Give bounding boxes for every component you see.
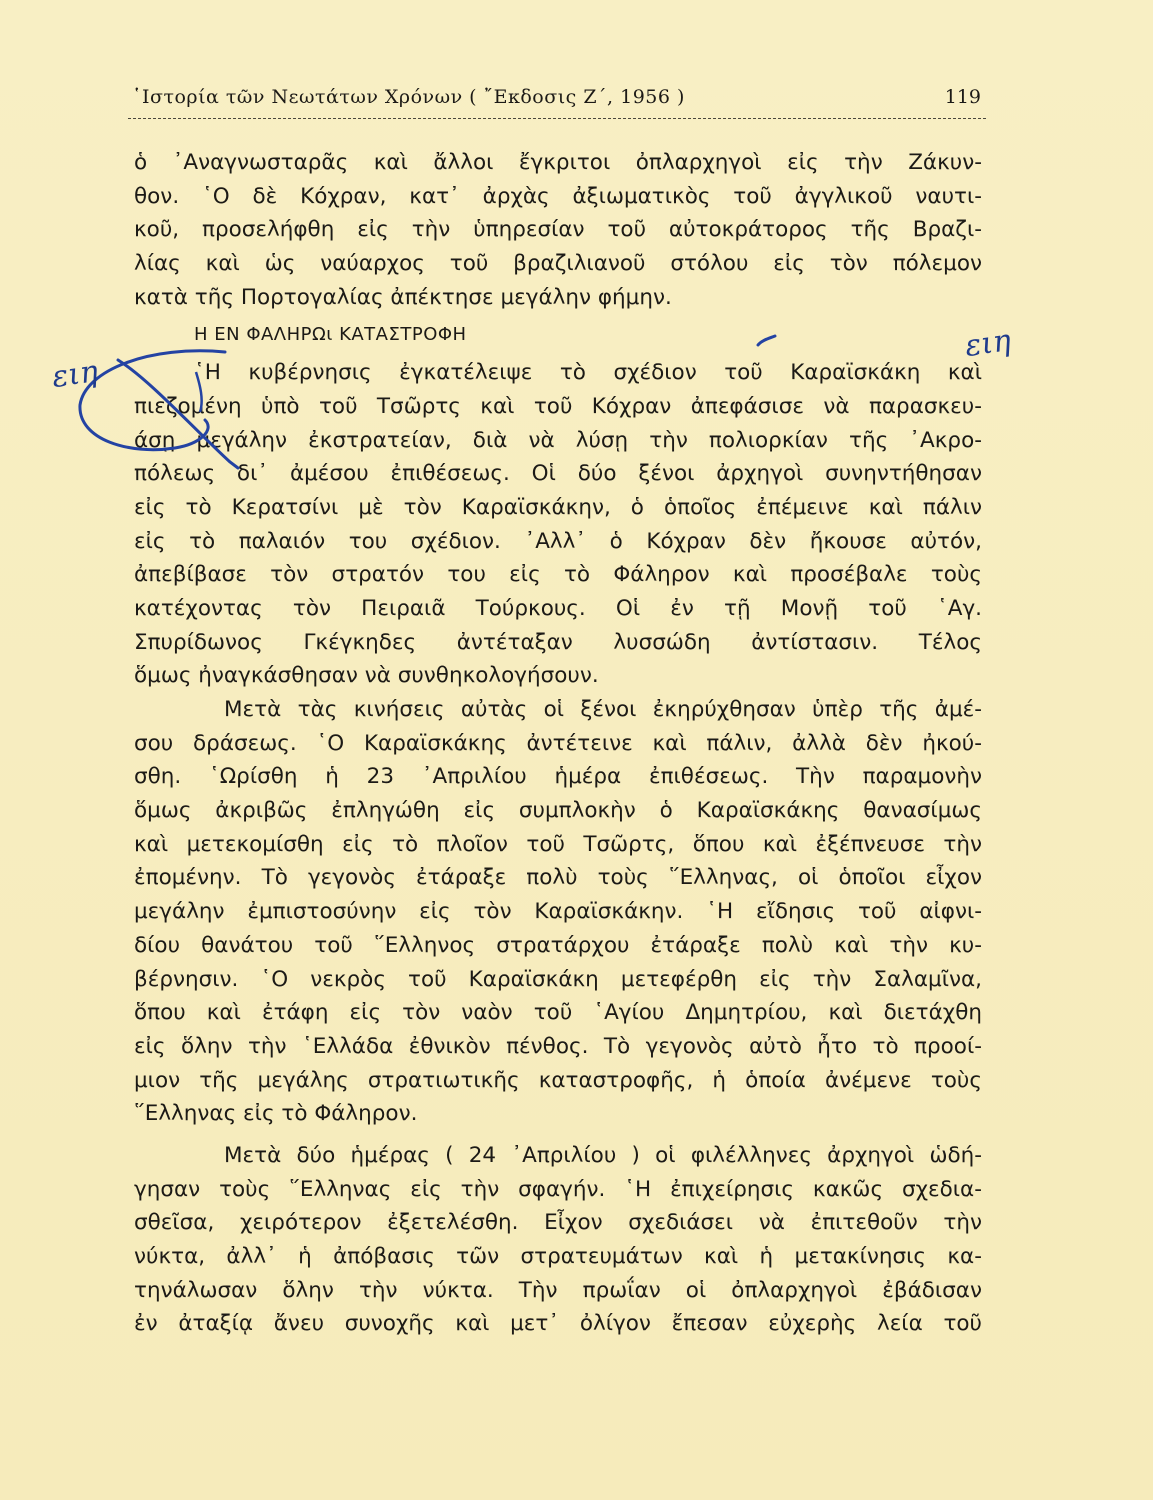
text-line: μεγάλην ἐμπιστοσύνην εἰς τὸν Καραϊσκάκην. ῾Η εἴδησις τοῦ αἰφνι- (134, 899, 982, 925)
text-line: λίας καὶ ὡς ναύαρχος τοῦ βραζιλιανοῦ στόλου εἰς τὸν πόλεμον (134, 251, 982, 277)
text-line: νύκτα, ἀλλ᾿ ἡ ἀπόβασις τῶν στρατευμάτων καὶ ἡ μετακίνησις κα- (134, 1244, 982, 1269)
body-text (134, 146, 982, 1341)
text-line: κοῦ, προσελήφθη εἰς τὴν ὑπηρεσίαν τοῦ αὐτοκράτορος τῆς Βραζι- (134, 217, 982, 243)
text-line: ῞Ελληνας εἰς τὸ Φάληρον. (134, 1101, 418, 1127)
text-line: άσῃ μεγάλην ἐκστρατείαν, διὰ νὰ λύσῃ τὴν πολιορκίαν τῆς ᾿Ακρο- (134, 427, 982, 453)
text-line: γησαν τοὺς ῞Ελληνας εἰς τὴν σφαγήν. ῾Η ἐπιχείρησις κακῶς σχεδια- (134, 1176, 982, 1202)
text-line: ὅπου καὶ ἐτάφη εἰς τὸν ναὸν τοῦ ῾Αγίου Δημητρίου, καὶ διετάχθη (134, 1000, 982, 1026)
text-line: πόλεως δι᾿ ἀμέσου ἐπιθέσεως. Οἱ δύο ξένοι ἀρχηγοὶ συνηντήθησαν (134, 461, 982, 487)
text-line: σου δράσεως. ῾Ο Καραϊσκάκης ἀντέτεινε καὶ πάλιν, ἀλλὰ δὲν ἠκού- (134, 730, 982, 756)
text-line: ἐν ἀταξίᾳ ἄνευ συνοχῆς καὶ μετ᾿ ὀλίγον ἔπεσαν εὐχερὴς λεία τοῦ (134, 1311, 982, 1337)
text-line: Μετὰ δύο ἡμέρας ( 24 ᾿Απριλίου ) οἱ φιλέλληνες ἀρχηγοὶ ὡδή- (224, 1142, 982, 1168)
page-number: 119 (944, 86, 981, 108)
margin-note-right: ειη (962, 322, 1014, 365)
header-rule (128, 118, 986, 119)
text-line: εἰς τὸ Κερατσίνι μὲ τὸν Καραϊσκάκην, ὁ ὁποῖος ἐπέμεινε καὶ πάλιν (134, 494, 982, 520)
text-line: βέρνησιν. ῾Ο νεκρὸς τοῦ Καραϊσκάκη μετεφέρθη εἰς τὴν Σαλαμῖνα, (134, 966, 982, 992)
text-line: τηνάλωσαν ὅλην τὴν νύκτα. Τὴν πρωΐαν οἱ ὀπλαρχηγοὶ ἐβάδισαν (134, 1277, 982, 1303)
header-title: ῾Ιστορία τῶν Νεωτάτων Χρόνων ( ῎Εκδοσις Ζ΄, 1956 ) (132, 86, 685, 108)
text-line: ὅμως ἀκριβῶς ἐπληγώθη εἰς συμπλοκὴν ὁ Καραϊσκάκης θανασίμως (134, 798, 982, 824)
text-line: εἰς ὅλην τὴν ῾Ελλάδα ἐθνικὸν πένθος. Τὸ γεγονὸς αὐτὸ ἦτο τὸ προοί- (134, 1033, 982, 1059)
margin-note-left: ειη (49, 353, 101, 396)
text-line: Σπυρίδωνος Γκέγκηδες ἀντέταξαν λυσσώδη ἀντίστασιν. Τέλος (134, 629, 982, 655)
text-line: σθη. ῾Ωρίσθη ἡ 23 ᾿Απριλίου ἡμέρα ἐπιθέσεως. Τὴν παραμονὴν (134, 764, 982, 790)
text-line: ὁ ᾿Αναγνωσταρᾶς καὶ ἄλλοι ἔγκριτοι ὀπλαρχηγοὶ εἰς τὴν Ζάκυν- (134, 150, 982, 175)
text-line: κατὰ τῆς Πορτογαλίας ἀπέκτησε μεγάλην φήμην. (134, 284, 672, 310)
text-line: ἐπομένην. Τὸ γεγονὸς ἐτάραξε πολὺ τοὺς ῞Ελληνας, οἱ ὁποῖοι εἶχον (134, 865, 982, 891)
running-header (132, 86, 987, 120)
text-line: ἀπεβίβασε τὸν στρατόν του εἰς τὸ Φάληρον καὶ προσέβαλε τοὺς (134, 562, 982, 588)
section-heading: Η ΕΝ ΦΑΛΗΡΩι ΚΑΤΑΣΤΡΟΦΗ (194, 324, 467, 346)
text-line: καὶ μετεκομίσθη εἰς τὸ πλοῖον τοῦ Τσῶρτς, ὅπου καὶ ἐξέπνευσε τὴν (134, 831, 982, 857)
text-line: μιον τῆς μεγάλης στρατιωτικῆς καταστροφῆς, ἡ ὁποία ἀνέμενε τοὺς (134, 1067, 982, 1093)
text-line: δίου θανάτου τοῦ ῞Ελληνος στρατάρχου ἐτάραξε πολὺ καὶ τὴν κυ- (134, 932, 982, 958)
text-line: εἰς τὸ παλαιόν του σχέδιον. ᾿Αλλ᾿ ὁ Κόχραν δὲν ἤκουσε αὐτόν, (134, 528, 982, 554)
text-line: κατέχοντας τὸν Πειραιᾶ Τούρκους. Οἱ ἐν τῇ Μονῇ τοῦ ῾Αγ. (134, 595, 982, 621)
text-line: Μετὰ τὰς κινήσεις αὐτὰς οἱ ξένοι ἐκηρύχθησαν ὑπὲρ τῆς ἀμέ- (224, 697, 982, 722)
text-line: ῾Η κυβέρνησις ἐγκατέλειψε τὸ σχέδιον τοῦ Καραϊσκάκη καὶ (194, 360, 982, 386)
text-line: πιεζομένη ὑπὸ τοῦ Τσῶρτς καὶ τοῦ Κόχραν ἀπεφάσισε νὰ παρασκευ- (134, 393, 982, 419)
text-line: θον. ῾Ο δὲ Κόχραν, κατ᾿ ἀρχὰς ἀξιωματικὸς τοῦ ἀγγλικοῦ ναυτι- (134, 183, 982, 209)
text-line: ὅμως ἠναγκάσθησαν νὰ συνθηκολογήσουν. (134, 663, 599, 689)
text-line: σθεῖσα, χειρότερον ἐξετελέσθη. Εἶχον σχεδιάσει νὰ ἐπιτεθοῦν τὴν (134, 1210, 982, 1236)
